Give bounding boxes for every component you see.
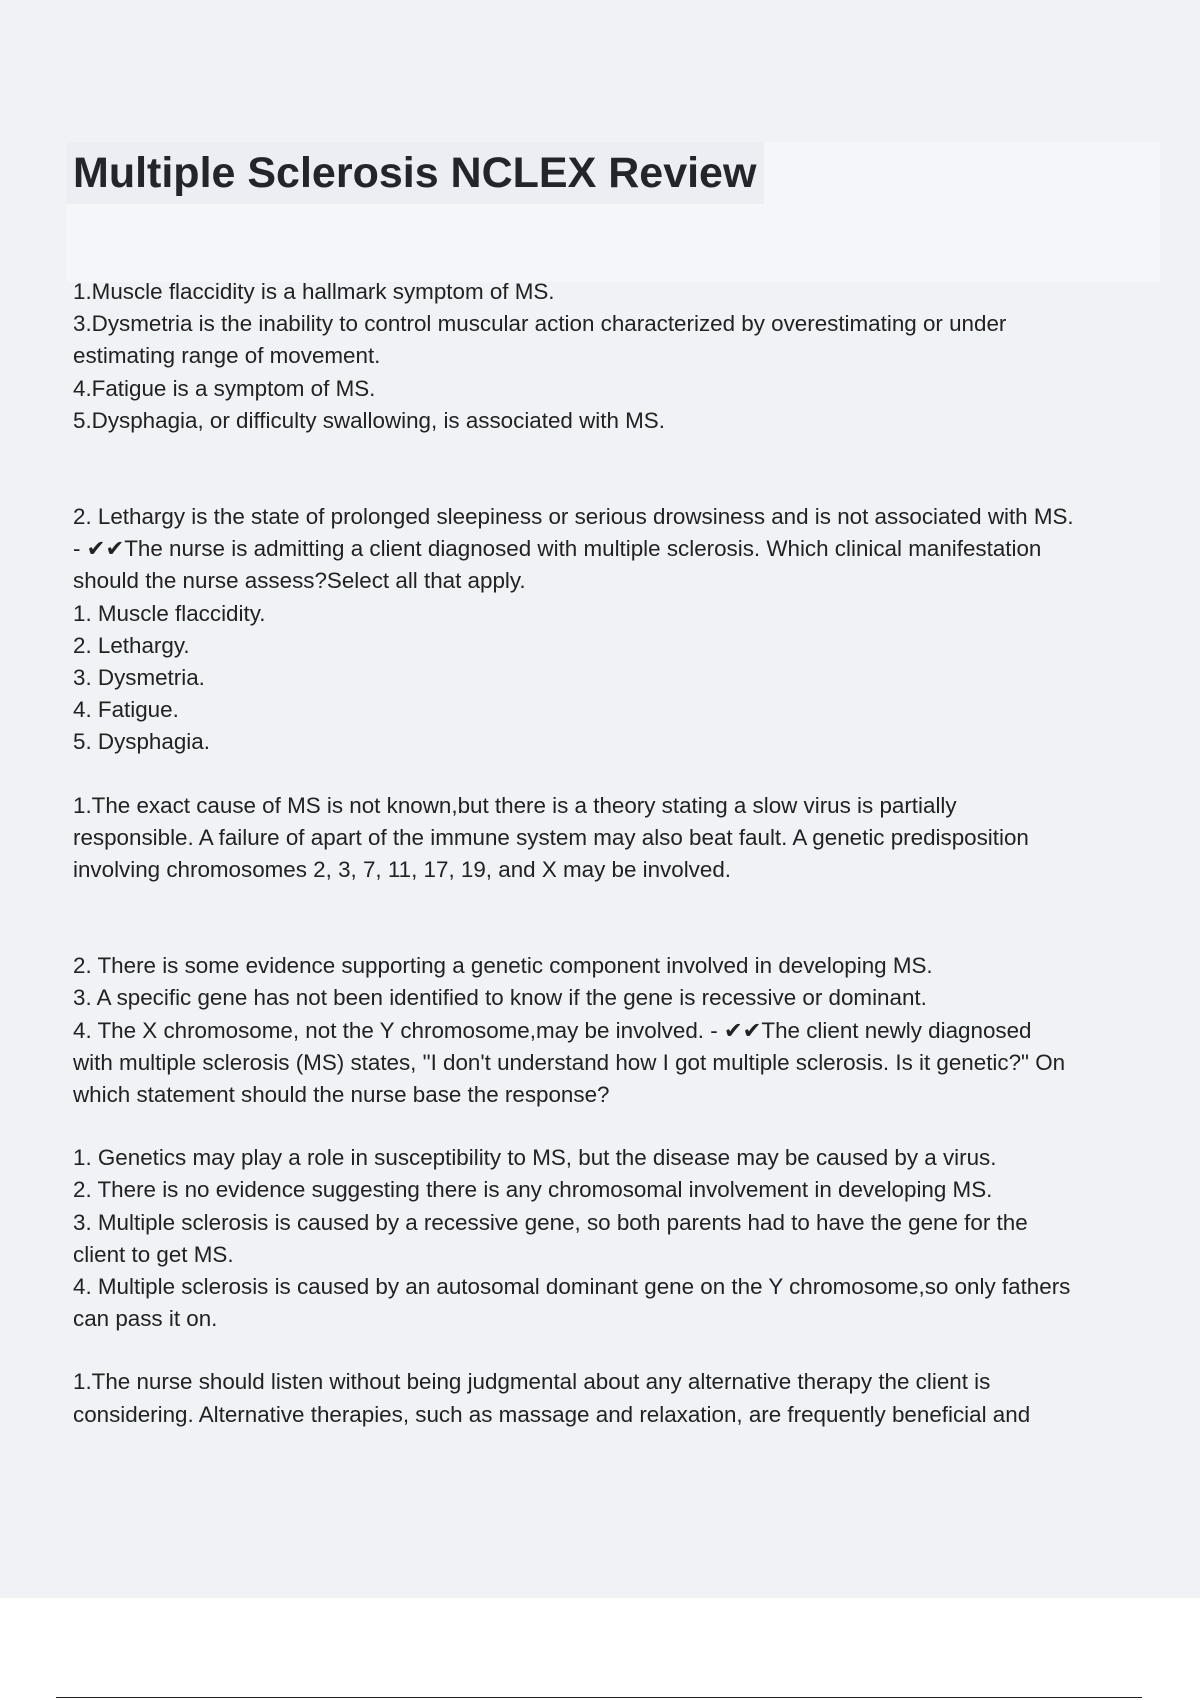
text-block: [73, 501, 1163, 759]
text-line: involving chromosomes 2, 3, 7, 11, 17, 19, and X may be involved.: [73, 857, 731, 883]
text-line: should the nurse assess?Select all that apply.: [73, 568, 526, 594]
text-line: 2. There is some evidence supporting a genetic component involved in developing MS.: [73, 953, 933, 979]
text-line: 4.Fatigue is a symptom of MS.: [73, 375, 376, 401]
block-spacer: [73, 437, 1163, 501]
block-spacer: [73, 759, 1163, 790]
block-spacer: [73, 886, 1163, 950]
text-line: 3.Dysmetria is the inability to control muscular action characterized by overestimating or under: [73, 311, 1007, 337]
text-line: 4. Fatigue.: [73, 697, 179, 723]
text-block: [73, 276, 1163, 437]
text-line: 1.The nurse should listen without being judgmental about any alternative therapy the client is: [73, 1369, 991, 1395]
text-line: estimating range of movement.: [73, 343, 381, 369]
text-line: 4. Multiple sclerosis is caused by an autosomal dominant gene on the Y chromosome,so only fathers: [73, 1274, 1071, 1300]
text-line: which statement should the nurse base the response?: [73, 1082, 610, 1108]
text-line: 2. Lethargy.: [73, 632, 190, 658]
text-line: with multiple sclerosis (MS) states, "I don't understand how I got multiple sclerosis. Is it genetic?" On: [73, 1049, 1066, 1075]
text-line: 3. A specific gene has not been identified to know if the gene is recessive or dominant.: [73, 985, 927, 1011]
text-line: 5.Dysphagia, or difficulty swallowing, is associated with MS.: [73, 407, 665, 433]
text-line: 4. The X chromosome, not the Y chromosome,may be involved. - ✔✔The client newly diagnosed: [73, 1017, 1032, 1043]
text-block: [73, 950, 1163, 1111]
text-line: 2. Lethargy is the state of prolonged sleepiness or serious drowsiness and is not associated with MS.: [73, 504, 1074, 530]
text-line: 3. Dysmetria.: [73, 665, 205, 691]
text-line: 5. Dysphagia.: [73, 729, 210, 755]
text-line: - ✔✔The nurse is admitting a client diagnosed with multiple sclerosis. Which clinical manifestation: [73, 536, 1042, 562]
text-line: 3. Multiple sclerosis is caused by a recessive gene, so both parents had to have the gene for the: [73, 1209, 1028, 1235]
text-block: [73, 1142, 1163, 1335]
block-spacer: [73, 1335, 1163, 1366]
document-body: [73, 276, 1163, 1431]
text-line: 1. Muscle flaccidity.: [73, 600, 266, 626]
footer-divider: [56, 1697, 1142, 1698]
text-block: [73, 1366, 1163, 1430]
text-line: client to get MS.: [73, 1241, 234, 1267]
block-spacer: [73, 1111, 1163, 1142]
text-line: 2. There is no evidence suggesting there is any chromosomal involvement in developing MS.: [73, 1177, 993, 1203]
text-line: 1. Genetics may play a role in susceptibility to MS, but the disease may be caused by a virus.: [73, 1145, 997, 1171]
text-line: can pass it on.: [73, 1306, 218, 1332]
document-title: Multiple Sclerosis NCLEX Review: [66, 142, 764, 204]
text-line: 1.The exact cause of MS is not known,but there is a theory stating a slow virus is partially: [73, 792, 957, 818]
text-line: 1.Muscle flaccidity is a hallmark symptom of MS.: [73, 279, 555, 304]
text-line: considering. Alternative therapies, such as massage and relaxation, are frequently beneficial and: [73, 1401, 1031, 1427]
text-line: responsible. A failure of apart of the immune system may also beat fault. A genetic predisposition: [73, 824, 1029, 850]
text-block: [73, 790, 1163, 887]
